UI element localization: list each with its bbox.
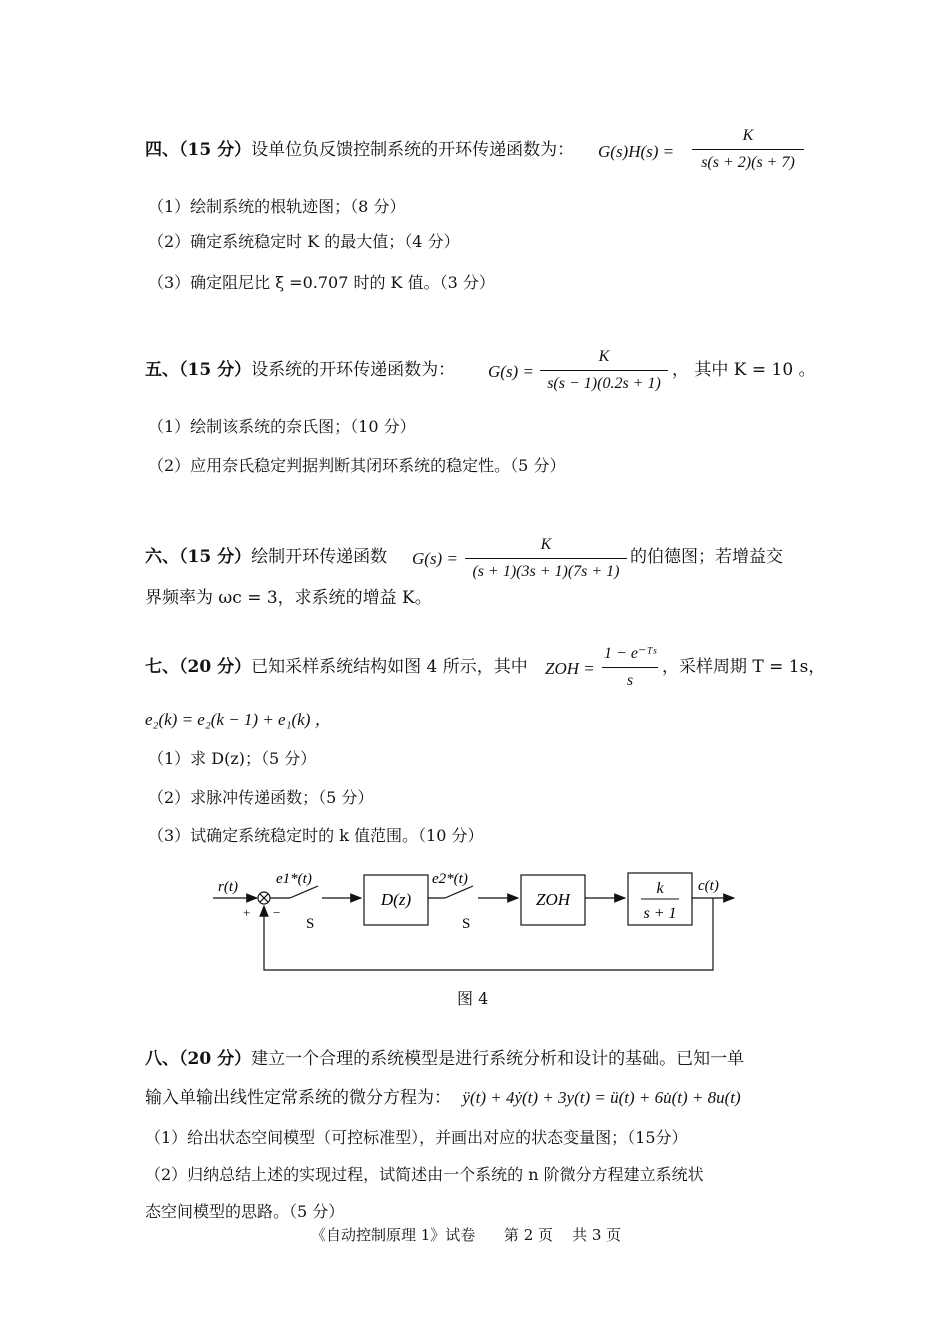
q6-formula-num: K [540,536,552,553]
q6-text: 绘制开环传递函数 [251,547,388,567]
q4-item-1: （1）绘制系统的根轨迹图；（8 分） [148,197,406,216]
q8-differential-equation: ÿ(t) + 4ẏ(t) + 3y(t) = ü(t) + 6u̇(t) + 8u(t) [462,1088,741,1107]
q7-zoh-den: s [626,672,634,689]
q7-number: 七、 [145,657,179,677]
q5-number: 五、 [145,360,179,380]
q6-formula-den: (s + 1)(3s + 1)(7s + 1) [472,563,620,580]
figure-caption: 图 4 [457,989,489,1008]
switch-1-label: S [306,916,315,932]
q7-equation: e₂(k) = e₂(k − 1) + e₁(k) ， [145,710,332,729]
minus-sign: − [273,905,281,920]
q8-score: （20 分） [179,1049,252,1069]
q5-item-1: （1）绘制该系统的奈氏图；（10 分） [148,417,416,436]
q4-number: 四、 [145,140,179,160]
q5-formula-lhs: G(s) = [488,362,534,381]
q4-item-3: （3）确定阻尼比 ξ =0.707 时的 K 值。（3 分） [148,273,495,292]
q5-tail: ， 其中 K = 10 。 [672,360,816,380]
q5-text: 设系统的开环传递函数为： [251,360,456,380]
dz-label: D(z) [380,890,412,909]
q5-formula-fraction [540,348,668,393]
q4-text: 设单位负反馈控制系统的开环传递函数为： [251,140,575,160]
q8-line-1: 建立一个合理的系统模型是进行系统分析和设计的基础。已知一单 [251,1049,745,1069]
q7-item-2: （2）求脉冲传递函数；（5 分） [148,788,374,807]
plant-den: s + 1 [643,905,677,922]
q4-item-2: （2）确定系统稳定时 K 的最大值；（4 分） [148,232,460,251]
q8-line-2-text: 输入单输出线性定常系统的微分方程为： [145,1088,451,1108]
q8-heading [145,1051,744,1068]
q5-score: （15 分） [179,360,252,380]
q6-heading [145,549,387,566]
q5-item-2: （2）应用奈氏稳定判据判断其闭环系统的稳定性。（5 分） [148,456,566,475]
q4-heading [145,142,574,159]
q4-formula-lhs: G(s)H(s) = [598,142,675,161]
summing-junction [258,892,270,904]
q7-zoh-lhs: ZOH = [545,659,595,678]
q8-number: 八、 [145,1049,179,1069]
q7-tail: ，采样周期 T = 1s， [662,657,826,677]
q8-item-1: （1）给出状态空间模型（可控标准型），并画出对应的状态变量图；（15分） [145,1128,688,1147]
page-footer: 《自动控制原理 1》试卷 第 2 页 共 3 页 [311,1226,622,1244]
sampler-switch-1 [290,886,318,898]
q8-line-2 [145,1089,741,1107]
q8-item-2: （2）归纳总结上述的实现过程，试简述由一个系统的 n 阶微分方程建立系统状 [145,1165,704,1184]
q7-item-3: （3）试确定系统稳定时的 k 值范围。（10 分） [148,826,484,845]
q5-formula-num: K [598,348,610,365]
q8-item-3: 态空间模型的思路。（5 分） [145,1202,345,1221]
q6-number: 六、 [145,547,179,567]
q7-score: （20 分） [179,657,252,677]
q4-formula-den: s(s + 2)(s + 7) [701,154,795,171]
q5-heading [145,362,455,379]
q6-tail: 的伯德图；若增益交 [630,547,783,567]
q4-formula-num: K [742,127,754,144]
e1-label: e1*(t) [276,871,312,887]
switch-2-label: S [462,916,471,932]
q4-score: （15 分） [179,140,252,160]
c-label: c(t) [698,878,719,894]
q7-heading [145,659,528,676]
r-label: r(t) [218,879,238,895]
q6-formula-fraction [465,536,627,581]
zoh-label: ZOH [535,890,571,909]
plant-num: k [656,880,664,897]
q5-formula-den: s(s − 1)(0.2s + 1) [547,375,661,392]
q4-formula-fraction [692,127,804,172]
q6-formula-lhs: G(s) = [412,549,458,568]
e2-label: e2*(t) [432,871,468,887]
plus-sign: + [243,905,251,920]
q6-score: （15 分） [179,547,252,567]
q7-zoh-fraction [602,643,658,690]
q7-item-1: （1）求 D(z)；（5 分） [148,749,317,768]
sampler-switch-2 [445,886,473,898]
q7-zoh-num: 1 − e⁻ᵀˢ [604,645,656,662]
q7-text: 已知采样系统结构如图 4 所示，其中 [251,657,528,677]
q6-line-2: 界频率为 ωc = 3，求系统的增益 K。 [145,588,432,608]
